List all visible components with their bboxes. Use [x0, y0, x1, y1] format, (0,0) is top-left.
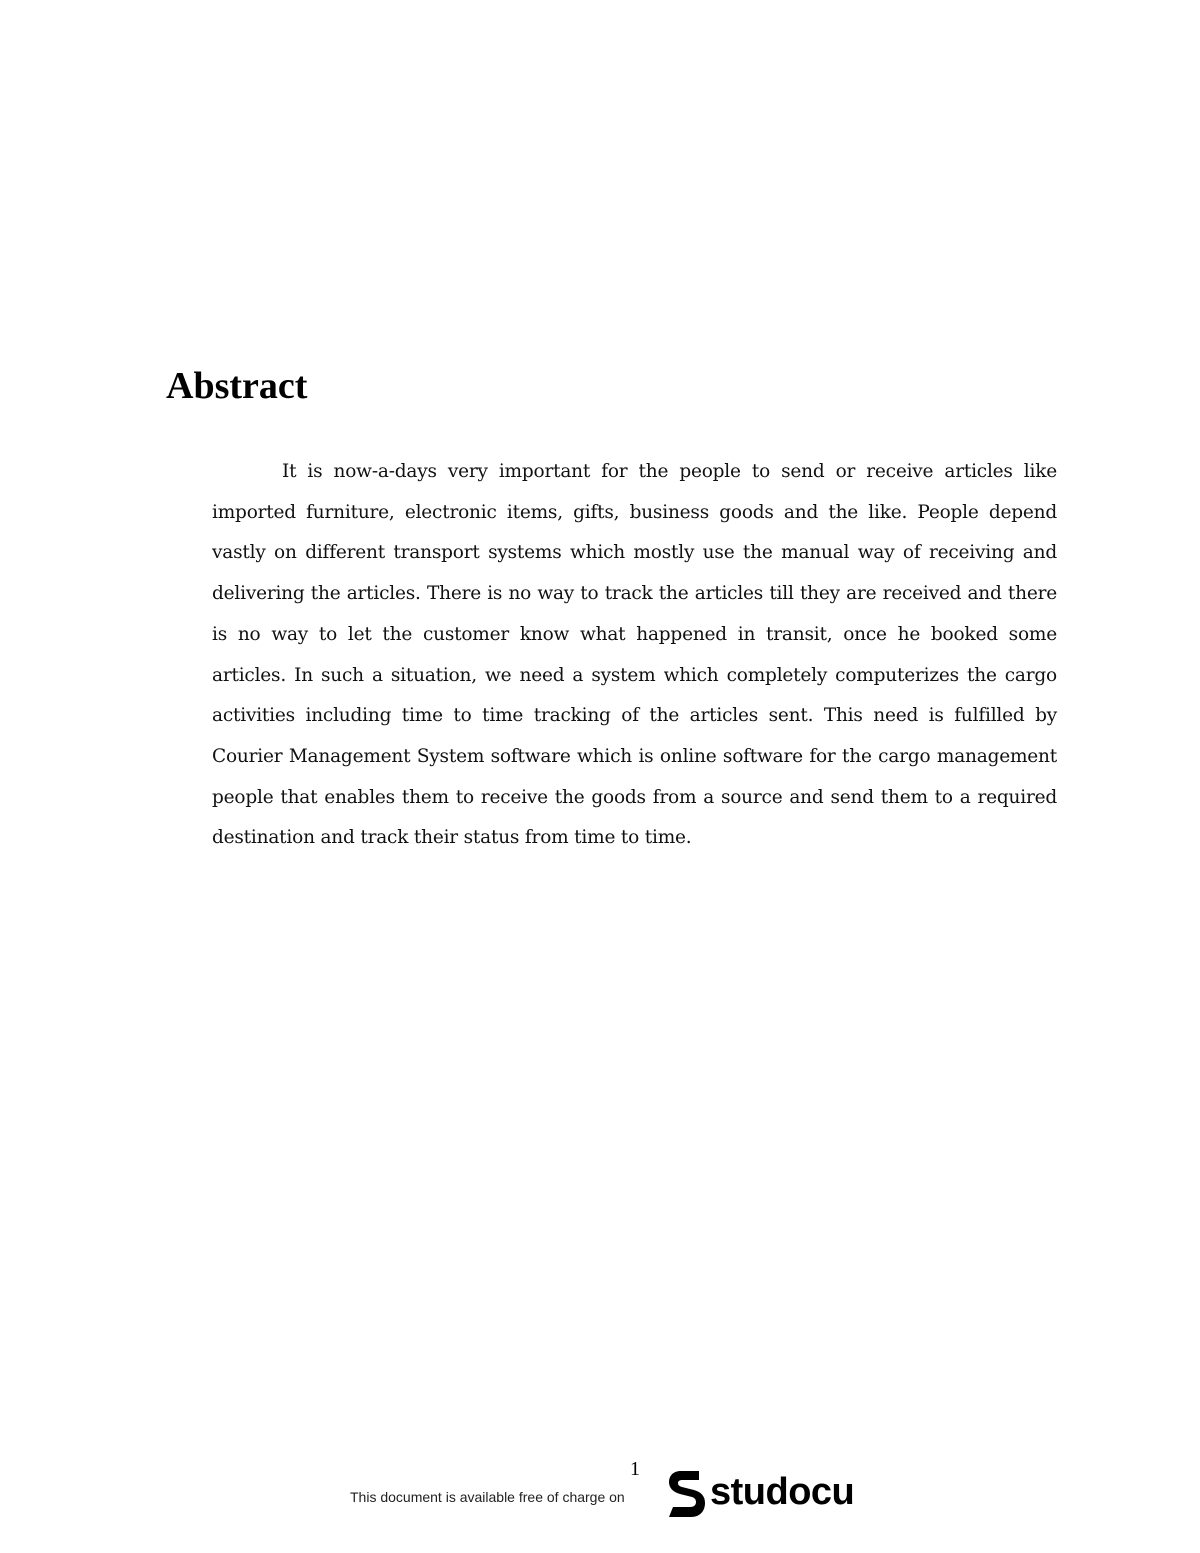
- page-number: 1: [630, 1458, 640, 1480]
- studocu-logo-icon: [665, 1468, 707, 1520]
- abstract-paragraph: It is now-a-days very important for the people to send or receive articles like imported furniture, electronic items, gifts, business goods and the like. People depend vastly on different transport systems which mostly use the manual way of receiving and delivering the articles. There is no way to track the articles till they are received and there is no way to let the customer know what happened in transit, once he booked some articles. In such a situation, we need a system which completely computerizes the cargo activities including time to time tracking of the articles sent. This need is fulfilled by Courier Management System software which is online software for the cargo management people that enables them to receive the goods from a source and send them to a required destination and track their status from time to time.: [212, 461, 1057, 849]
- footer-note: This document is available free of charge on: [350, 1489, 625, 1505]
- studocu-brand-name: studocu: [710, 1471, 855, 1513]
- page-title: Abstract: [166, 365, 308, 407]
- footer-banner[interactable]: [350, 1466, 870, 1526]
